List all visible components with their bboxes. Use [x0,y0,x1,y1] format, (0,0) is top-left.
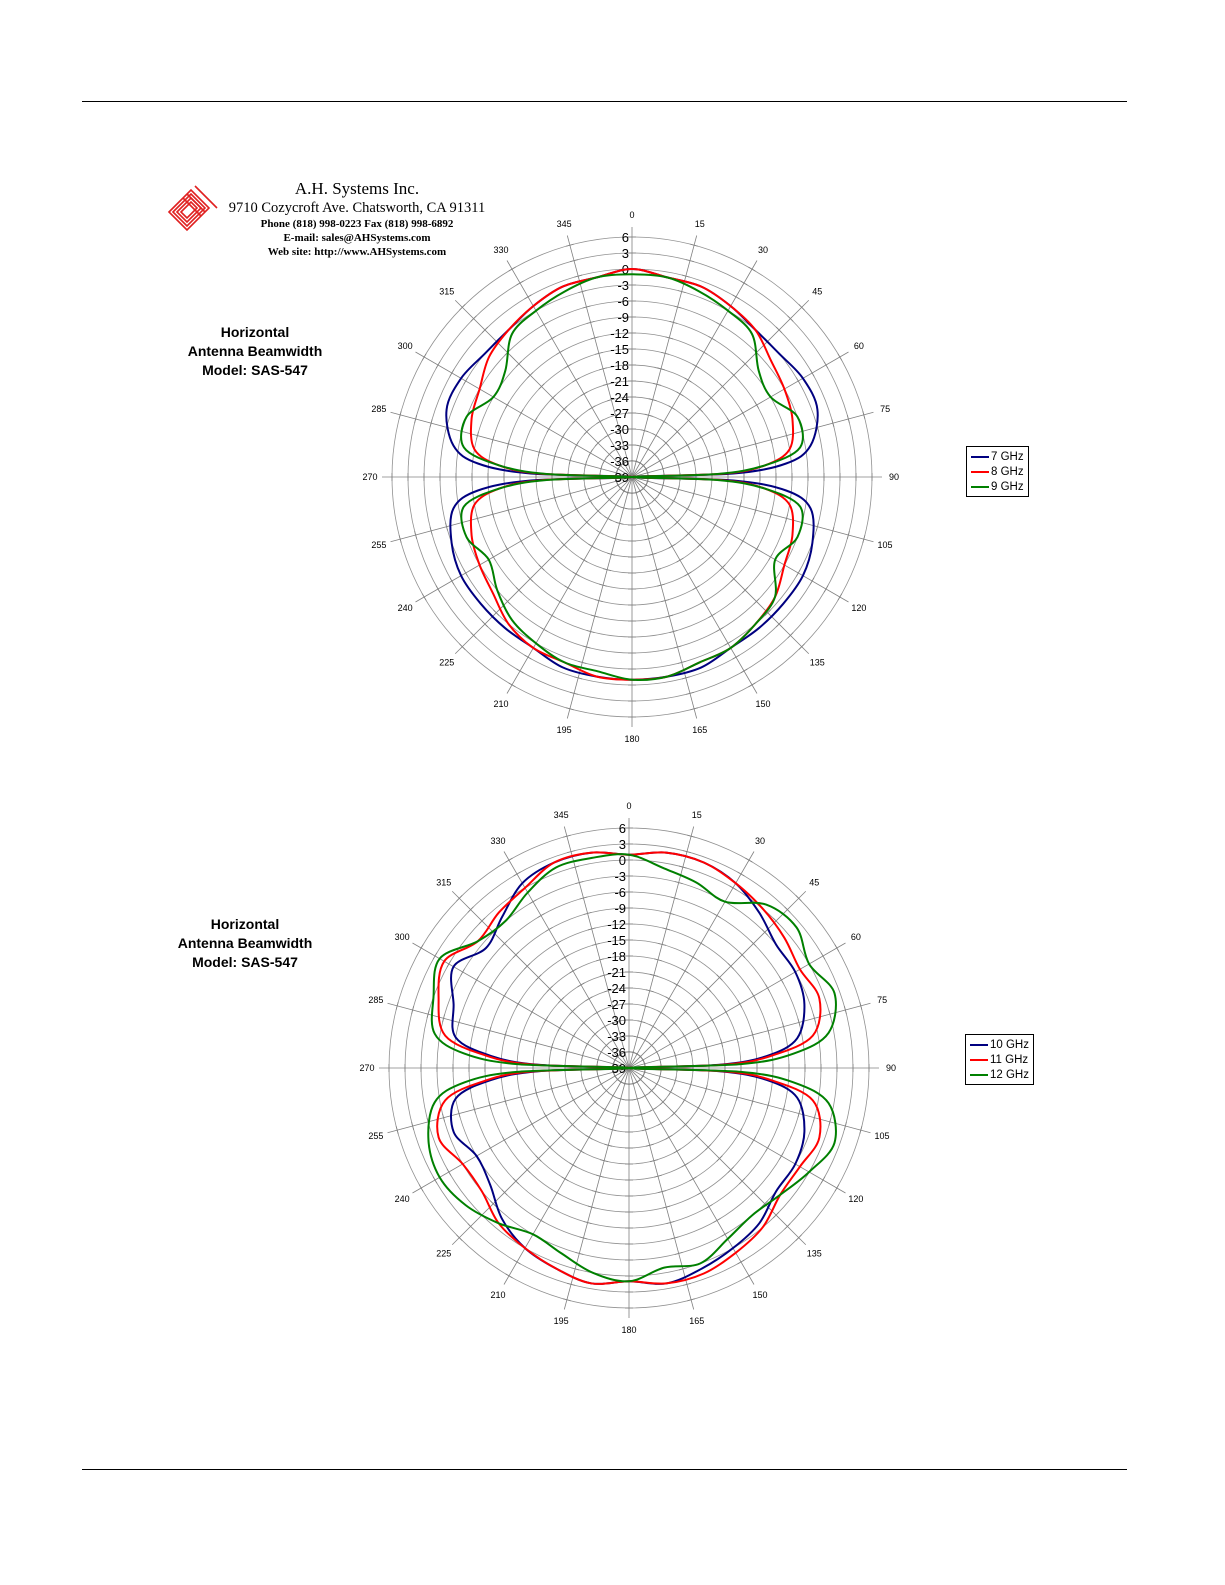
spoke-tick [461,969,465,976]
angle-label: 330 [490,836,506,847]
spoke-tick [706,1205,713,1209]
spoke-tick [599,1049,603,1056]
angle-label: 30 [754,836,766,847]
chart-2-caption-line: Antenna Beamwidth [177,935,313,951]
spoke-tick [546,927,553,931]
spoke-tick [578,1149,585,1153]
spoke-tick [674,983,681,987]
spoke-tick [746,1274,753,1278]
company-name: A.H. Systems Inc. [294,179,420,198]
legend-item [970,1052,1029,1067]
spoke-tick [642,1094,649,1098]
angle-label: 285 [371,404,387,415]
company-phone: Phone (818) 998-0223 Fax (818) 998-6892 [260,218,454,230]
spoke-tick [599,1081,603,1088]
chart-1-caption-line: Model: SAS-547 [202,362,308,378]
spoke-tick [666,997,673,1001]
chart-1-caption-line: Antenna Beamwidth [187,343,323,359]
spoke-tick [722,1232,729,1236]
spoke-tick [570,1163,577,1167]
radial-label: -3 [614,869,626,884]
spoke-tick [752,1137,756,1144]
angle-label: 165 [689,1316,705,1327]
angle-label: 300 [397,341,413,351]
spoke-tick [475,977,479,984]
angle-label: 195 [556,725,572,736]
spoke-tick [835,1185,839,1192]
spoke-tick [835,945,839,952]
legend-item [970,1067,1029,1082]
grid-spoke [412,1068,629,1193]
angle-label: 90 [885,1063,897,1073]
angle-label: 75 [880,404,891,415]
spoke-tick [738,872,745,876]
spoke-tick [506,858,513,862]
spoke-tick [746,858,753,862]
spoke-tick [682,1033,686,1040]
angle-label: 45 [812,286,823,297]
spoke-tick [738,1260,745,1264]
spoke-tick [562,1177,569,1181]
spoke-tick [502,993,506,1000]
grid-spoke [629,1068,806,1245]
legend-swatch [970,1044,988,1046]
spoke-tick [610,1094,617,1098]
spoke-tick [558,1025,562,1032]
spoke-tick [570,969,577,973]
spoke-tick [696,1105,700,1112]
radial-label: 0 [621,262,629,277]
spoke-tick [572,1033,576,1040]
radial-label: -39 [610,470,629,485]
spoke-tick [752,993,756,1000]
angle-label: 195 [553,1316,569,1327]
spoke-tick [530,1121,534,1128]
legend-item [971,479,1024,494]
spoke-tick [447,961,451,968]
spoke-tick [698,941,705,945]
angle-label: 180 [624,734,640,744]
legend-item [970,1037,1029,1052]
chart-2-legend [965,1034,1034,1085]
spoke-tick [766,1145,770,1152]
spoke-tick [419,1185,423,1192]
radial-label: -9 [614,901,626,916]
legend-label: 10 GHz [990,1038,1029,1051]
radial-label: -30 [607,1013,626,1028]
spoke-tick [766,985,770,992]
radial-label: -39 [607,1061,626,1076]
angle-label: 345 [553,809,569,820]
radial-label: 6 [618,821,626,836]
spoke-tick [696,1025,700,1032]
spoke-tick [578,983,585,987]
spoke-tick [562,955,569,959]
angle-label: 120 [848,1194,864,1204]
angle-label: 15 [691,809,702,820]
spoke-tick [544,1113,548,1120]
spoke-tick [710,1017,714,1024]
radial-label: -18 [607,949,626,964]
legend-label: 12 GHz [990,1068,1029,1081]
company-email: E-mail: sales@AHSystems.com [283,232,431,244]
radial-label: -27 [607,997,626,1012]
spoke-tick [730,886,737,890]
angle-label: 30 [757,245,769,256]
radial-label: -36 [610,454,629,469]
angle-label: 330 [493,245,509,256]
spoke-tick [544,1017,548,1024]
legend-item [971,449,1024,464]
spoke-tick [530,900,537,904]
legend-label: 9 GHz [991,480,1024,493]
angle-label: 135 [806,1248,822,1259]
spoke-tick [658,1011,665,1015]
radial-label: -33 [610,438,629,453]
angle-label: 270 [362,472,378,482]
angle-label: 225 [439,657,455,668]
radial-label: -21 [607,965,626,980]
legend-item [971,464,1024,479]
angle-label: 240 [397,603,413,613]
spoke-tick [447,1169,451,1176]
radial-label: -21 [610,374,629,389]
legend-label: 7 GHz [991,450,1024,463]
angle-label: 345 [556,218,572,229]
radial-label: -30 [610,422,629,437]
radial-label: 3 [618,837,626,852]
spoke-tick [682,1163,689,1167]
spoke-tick [488,985,492,992]
spoke-tick [642,1038,649,1042]
spoke-tick [738,1001,742,1008]
spoke-tick [698,1191,705,1195]
spoke-tick [724,1121,728,1128]
grid-spoke [629,943,846,1068]
radial-label: -9 [617,310,629,325]
legend-swatch [971,486,989,488]
radial-label: -18 [610,358,629,373]
radial-label: -15 [607,933,626,948]
spoke-tick [658,1121,665,1125]
spoke-tick [655,1049,659,1056]
spoke-tick [650,1108,657,1112]
spoke-tick [779,1153,783,1160]
spoke-tick [585,1041,589,1048]
spoke-tick [724,1009,728,1016]
legend-label: 8 GHz [991,465,1024,478]
spoke-tick [821,1177,825,1184]
spoke-tick [419,945,423,952]
chart-1-caption-line: Horizontal [220,324,290,340]
radial-label: 3 [621,246,629,261]
spoke-tick [572,1097,576,1104]
spoke-tick [514,872,521,876]
spoke-tick [585,1089,589,1096]
radial-label: -33 [607,1029,626,1044]
angle-label: 225 [436,1248,452,1259]
legend-swatch [970,1059,988,1061]
spoke-tick [682,1097,686,1104]
angle-label: 120 [851,603,867,613]
angle-label: 210 [493,698,509,709]
angle-label: 300 [394,932,410,942]
spoke-tick [666,1135,673,1139]
spoke-tick [514,1260,521,1264]
spoke-tick [516,1001,520,1008]
angle-label: 180 [621,1325,637,1335]
angle-label: 135 [809,657,825,668]
angle-label: 90 [888,472,900,482]
angle-label: 75 [877,995,888,1006]
legend-swatch [971,456,989,458]
chart-2-caption-line: Model: SAS-547 [192,954,298,970]
spoke-tick [594,1011,601,1015]
spoke-tick [488,1145,492,1152]
radial-label: -24 [607,981,626,996]
angle-label: 150 [752,1289,768,1300]
spoke-tick [433,1177,437,1184]
spoke-tick [594,1121,601,1125]
spoke-tick [674,1149,681,1153]
angle-label: 165 [692,725,708,736]
grid-spoke [629,1068,846,1193]
angle-label: 255 [368,1130,384,1141]
radial-label: -36 [607,1045,626,1060]
angle-label: 285 [368,995,384,1006]
angle-label: 270 [359,1063,375,1073]
spoke-tick [554,1191,561,1195]
spoke-tick [669,1041,673,1048]
spoke-tick [538,1218,545,1222]
angle-label: 0 [629,210,635,220]
angle-label: 0 [626,801,632,811]
spoke-tick [558,1105,562,1112]
legend-swatch [971,471,989,473]
grid-spoke [629,891,806,1068]
spoke-tick [821,953,825,960]
grid-spoke [452,1068,629,1245]
grid-spoke [504,1068,629,1285]
spoke-tick [738,1129,742,1136]
spoke-tick [502,1137,506,1144]
spoke-tick [516,1129,520,1136]
chart-2-caption-line: Horizontal [210,916,280,932]
angle-label: 105 [874,1130,890,1141]
radial-label: -6 [617,294,629,309]
legend-swatch [970,1074,988,1076]
angle-label: 105 [877,539,893,550]
spoke-tick [690,955,697,959]
grid-spoke [452,891,629,1068]
radial-label: -6 [614,885,626,900]
spoke-tick [655,1081,659,1088]
chart-1-legend [966,446,1029,497]
spoke-tick [554,941,561,945]
legend-label: 11 GHz [990,1053,1029,1066]
spoke-tick [714,1218,721,1222]
spoke-tick [690,1177,697,1181]
spoke-tick [506,1274,513,1278]
radial-label: -12 [610,326,629,341]
spoke-tick [706,927,713,931]
spoke-tick [530,1009,534,1016]
radial-label: 0 [618,853,626,868]
spoke-tick [710,1113,714,1120]
spoke-tick [779,977,783,984]
spoke-tick [682,969,689,973]
spoke-tick [714,914,721,918]
angle-label: 15 [694,218,705,229]
angle-label: 240 [394,1194,410,1204]
spoke-tick [538,914,545,918]
angle-label: 255 [371,539,387,550]
radial-label: -3 [617,278,629,293]
spoke-tick [669,1089,673,1096]
radial-label: -12 [607,917,626,932]
angle-label: 210 [490,1289,506,1300]
radial-label: -15 [610,342,629,357]
angle-label: 60 [853,341,864,351]
angle-label: 315 [439,286,455,297]
radial-label: 6 [621,230,629,245]
angle-label: 45 [809,877,820,888]
spoke-tick [586,1135,593,1139]
spoke-tick [546,1205,553,1209]
angle-label: 315 [436,877,452,888]
radial-label: -24 [610,390,629,405]
spoke-tick [650,1024,657,1028]
spoke-tick [433,953,437,960]
angle-label: 60 [850,932,861,942]
spoke-tick [586,997,593,1001]
company-address: 9710 Cozycroft Ave. Chatsworth, CA 91311 [228,200,486,216]
angle-label: 150 [755,698,771,709]
spoke-tick [602,1108,609,1112]
company-web: Web site: http://www.AHSystems.com [267,246,447,258]
radial-label: -27 [610,406,629,421]
